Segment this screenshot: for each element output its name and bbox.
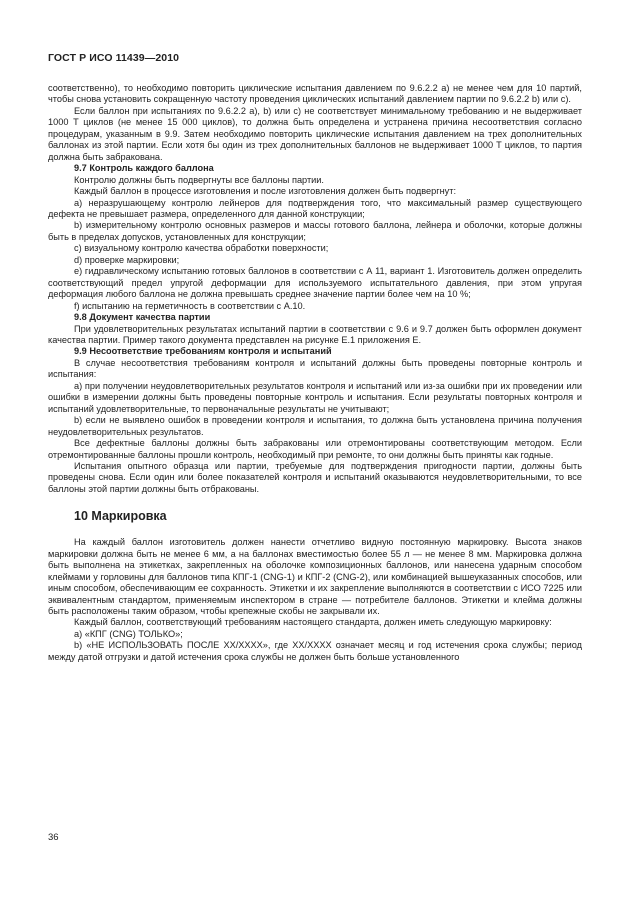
paragraph: b) «НЕ ИСПОЛЬЗОВАТЬ ПОСЛЕ ХХ/ХХХХ», где ХХ/ХХХХ означает месяц и год истечения срока службы; период между датой отгрузки и датой истечения срока службы не должен быть больше установленного <box>48 640 582 662</box>
paragraph: с) визуальному контролю качества обработки поверхности; <box>74 243 329 254</box>
paragraph: f) испытанию на герметичность в соответствии с А.10. <box>74 300 306 311</box>
paragraph: а) «КПГ (CNG) ТОЛЬКО»; <box>74 628 183 639</box>
paragraph: Каждый баллон в процессе изготовления и после изготовления должен быть подвергнут: <box>74 186 457 197</box>
document-body <box>48 83 582 663</box>
paragraph: В случае несоответствия требованиям контроля и испытаний должны быть проведены повторные контроль и испытания: <box>48 357 582 380</box>
paragraph: b) измерительному контролю основных размеров и массы готового баллона, лейнера и оболочки, которые должны быть в пределах допусков, установленных для конструкции; <box>48 220 582 242</box>
paragraph: Каждый баллон, соответствующий требованиям настоящего стандарта, должен иметь следующую маркировку: <box>74 617 552 628</box>
paragraph: е) гидравлическому испытанию готовых баллонов в соответствии с А 11, вариант 1. Изготовитель должен определить соответствующий предел упругой деформации для используемого испытательного давления, при этом упругая деформация любого баллона не должна превышать среднее значение партии более чем на 10 %; <box>48 266 582 300</box>
paragraph: а) неразрушающему контролю лейнеров для подтверждения того, что максимальный размер существующего дефекта не превышает размера, определенного для данной конструкции; <box>48 197 582 219</box>
paragraph: соответственно), то необходимо повторить циклические испытания давлением по 9.6.2.2 а) не менее чем для 10 партий, чтобы снова установить сокращенную частоту проведения циклических испытаний давлением партии по 9.6.2.2 b) или с). <box>48 83 582 105</box>
paragraph: Все дефектные баллоны должны быть забракованы или отремонтированы соответствующим методом. Если отремонтированные баллоны прошли контроль, необходимый при ремонте, то они должны быть приняты как годные. <box>48 438 582 460</box>
paragraph: d) проверке маркировки; <box>74 254 180 265</box>
paragraph: Если баллон при испытаниях по 9.6.2.2 а), b) или с) не соответствует минимальному требованию и не выдерживает 1000 T циклов (не менее 15 000 циклов), то должна быть определена и устранена причина несоответствия согласно процедурам, указанным в 9.9. Затем необходимо повторить циклические испытания давлением на трех дополнительных баллонах из этой партии. Если хотя бы один из трех дополнительных баллонов не выдерживает 1000 T циклов, то партия должна быть забракована. <box>48 105 582 162</box>
paragraph: На каждый баллон изготовитель должен нанести отчетливо видную постоянную маркировку. Высота знаков маркировки должна быть не менее 6 мм, а на баллонах вместимостью более 55 л — не менее 8 мм. Маркировка должна быть выполнена на этикетках, закрепленных на оболочке композиционных баллонов, или нанесена ударным способом клеймами у горловины для баллонов типа КПГ-1 (CNG-1) и КПГ-2 (CNG-2), или комбинацией вышеуказанных способов, или иным способом, обеспечивающим ее сохранность. Этикетки и их закрепление выполняются в соответствии с ИСО 7225 или эквивалентным стандартом, применяемым инспектором в стране — потребителе баллонов. Этикетки и клейма должны быть расположены таким образом, чтобы крепежные скобы не закрывали их. <box>48 537 582 617</box>
section-heading: 10 Маркировка <box>74 509 167 524</box>
subsection-heading: 9.7 Контроль каждого баллона <box>74 163 214 174</box>
paragraph: Испытания опытного образца или партии, требуемые для подтверждения пригодности партии, должны быть проведены снова. Если один или более показателей контроля и испытаний оказываются неудовлетворительными, то все баллоны этой партии должны быть отбракованы. <box>48 460 582 494</box>
paragraph: При удовлетворительных результатах испытаний партии в соответствии с 9.6 и 9.7 должен быть оформлен документ качества партии. Пример такого документа представлен на рисунке Е.1 приложения Е. <box>48 323 582 345</box>
paragraph: Контролю должны быть подвергнуты все баллоны партии. <box>74 174 324 185</box>
paragraph: b) если не выявлено ошибок в проведении контроля и испытания, то должна быть установлена причина получения неудовлетворительных результатов. <box>48 415 582 437</box>
document-header: ГОСТ Р ИСО 11439—2010 <box>48 52 180 64</box>
subsection-heading: 9.8 Документ качества партии <box>74 312 211 323</box>
subsection-heading: 9.9 Несоответствие требованиям контроля и испытаний <box>74 346 332 357</box>
paragraph: а) при получении неудовлетворительных результатов контроля и испытаний или из-за ошибки при их проведении или ошибки в измерении должны быть проведены повторные контроль и испытания. Если результаты повторных контроля и испытаний удовлетворительные, то первоначальные результаты не учитывают; <box>48 380 582 414</box>
page-number: 36 <box>48 832 59 843</box>
